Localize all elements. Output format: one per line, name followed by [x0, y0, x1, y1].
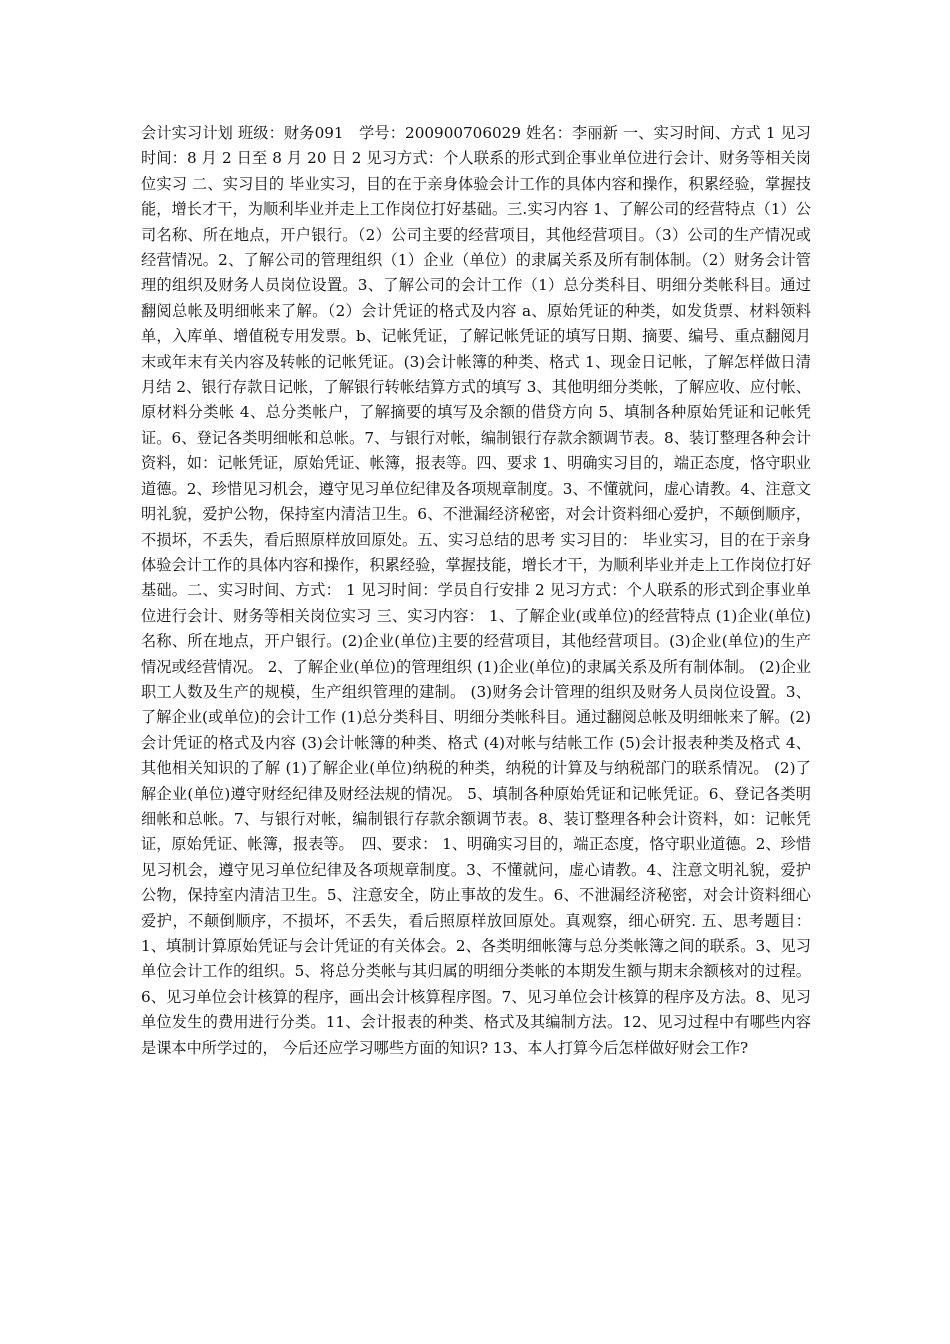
- document-body-text: 会计实习计划 班级：财务091 学号：200900706029 姓名：李丽新 一、实习时间、方式 1 见习时间：8 月 2 日至 8 月 20 日 2 见习方式：个人联系的形式到企事业单位进行会计、财务等相关岗位实习 二、实习目的 毕业实习，目的在于亲身体验会计工作的具体内容和操作，积累经验，掌握技能，增长才干，为顺利毕业并走上工作岗位打好基础。三.实习内容 1、了解公司的经营特点（1）公司名称、所在地点，开户银行。（2）公司主要的经营项目，其他经营项目。（3）公司的生产情况或经营情况。2、了解公司的管理组织（1）企业（单位）的隶属关系及所有制体制。（2）财务会计管理的组织及财务人员岗位设置。3、了解公司的会计工作（1）总分类科目、明细分类帐科目。通过翻阅总帐及明细帐来了解。（2）会计凭证的格式及内容 a、原始凭证的种类，如发货票、材料领料单，入库单、增值税专用发票。b、记帐凭证，了解记帐凭证的填写日期、摘要、编号、重点翻阅月末或年末有关内容及转帐的记帐凭证。(3)会计帐簿的种类、格式 1、现金日记帐，了解怎样做日清月结 2、银行存款日记帐，了解银行转帐结算方式的填写 3、其他明细分类帐，了解应收、应付帐、原材料分类帐 4、总分类帐户，了解摘要的填写及余额的借贷方向 5、填制各种原始凭证和记帐凭证。6、登记各类明细帐和总帐。7、与银行对帐，编制银行存款余额调节表。8、装订整理各种会计资料，如：记帐凭证，原始凭证、帐簿，报表等。四、要求 1、明确实习目的，端正态度，恪守职业道德。2、珍惜见习机会，遵守见习单位纪律及各项规章制度。3、不懂就问，虚心请教。4、注意文明礼貌，爱护公物，保持室内清洁卫生。6、不泄漏经济秘密，对会计资料细心爱护，不颠倒顺序，不损坏，不丢失，看后照原样放回原处。五、实习总结的思考 实习目的： 毕业实习，目的在于亲身体验会计工作的具体内容和操作，积累经验，掌握技能，增长才干，为顺利毕业并走上工作岗位打好基础。二、实习时间、方式： 1 见习时间：学员自行安排 2 见习方式：个人联系的形式到企事业单位进行会计、财务等相关岗位实习 三、实习内容： 1、了解企业(或单位)的经营特点 (1)企业(单位)名称、所在地点，开户银行。(2)企业(单位)主要的经营项目，其他经营项目。(3)企业(单位)的生产情况或经营情况。 2、了解企业(单位)的管理组织 (1)企业(单位)的隶属关系及所有制体制。 (2)企业职工人数及生产的规模，生产组织管理的建制。 (3)财务会计管理的组织及财务人员岗位设置。3、了解企业(或单位)的会计工作 (1)总分类科目、明细分类帐科目。通过翻阅总帐及明细帐来了解。(2)会计凭证的格式及内容 (3)会计帐簿的种类、格式 (4)对帐与结帐工作 (5)会计报表种类及格式 4、其他相关知识的了解 (1)了解企业(单位)纳税的种类，纳税的计算及与纳税部门的联系情况。 (2)了解企业(单位)遵守财经纪律及财经法规的情况。 5、填制各种原始凭证和记帐凭证。6、登记各类明细帐和总帐。7、与银行对帐，编制银行存款余额调节表。8、装订整理各种会计资料，如：记帐凭证，原始凭证、帐簿，报表等。 四、要求： 1、明确实习目的，端正态度，恪守职业道德。2、珍惜见习机会，遵守见习单位纪律及各项规章制度。3、不懂就问，虚心请教。4、注意文明礼貌，爱护公物，保持室内清洁卫生。5、注意安全，防止事故的发生。6、不泄漏经济秘密，对会计资料细心爱护，不颠倒顺序，不损坏，不丢失，看后照原样放回原处。真观察，细心研究. 五、思考题目： 1、填制计算原始凭证与会计凭证的有关体会。2、各类明细帐簿与总分类帐簿之间的联系。3、见习单位会计工作的组织。5、将总分类帐与其归属的明细分类帐的本期发生额与期末余额核对的过程。 6、见习单位会计核算的程序，画出会计核算程序图。7、见习单位会计核算的程序及方法。8、见习单位发生的费用进行分类。11、会计报表的种类、格式及其编制方法。12、见习过程中有哪些内容是课本中所学过的， 今后还应学习哪些方面的知识? 13、本人打算今后怎样做好财会工作?: [141, 124, 811, 1057]
